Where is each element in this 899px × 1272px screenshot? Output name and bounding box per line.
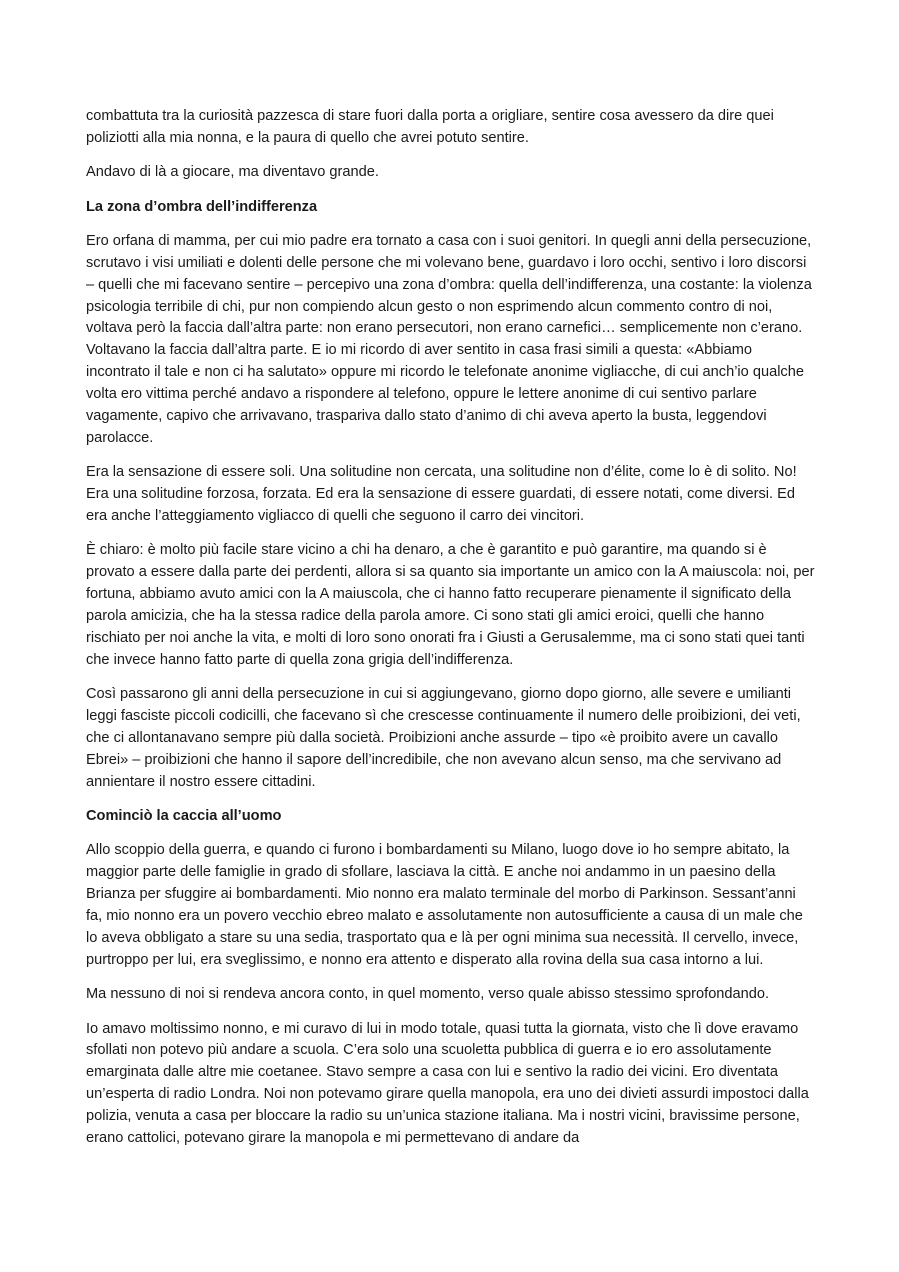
section-heading: La zona d’ombra dell’indifferenza: [86, 198, 318, 215]
section-heading: Cominciò la caccia all’uomo: [86, 808, 282, 825]
paragraph: Io amavo moltissimo nonno, e mi curavo di lui in modo totale, quasi tutta la giornata, visto che lì dove eravamo sfollati non potevo più andare a scuola. C’era solo una scuoletta pubblica di guerra e io ero assolutamente emarginata dalle altre mie coetanee. Stavo sempre a casa con lui e sentivo la radio dei vicini. Ero diventata un’esperta di radio Londra. Noi non potevamo girare quella manopola, era uno dei divieti assurdi impostoci dalla polizia, venuta a casa per bloccare la radio su un’unica stazione italiana. Ma i nostri vicini, bravissime persone, erano cattolici, potevano girare la manopola e mi permettevano di andare da: [86, 1020, 809, 1147]
paragraph: È chiaro: è molto più facile stare vicino a chi ha denaro, a che è garantito e può garantire, ma quando si è provato a essere dalla parte dei perdenti, allora si sa quanto sia importante un amico con la A maiuscola: noi, per fortuna, abbiamo avuto amici con la A maiuscola, che ci hanno fatto recuperare pienamente il significato della parola amicizia, che ha la stessa radice della parola amore. Ci sono stati gli amici eroici, quelli che hanno rischiato per noi anche la vita, e molti di loro sono onorati fra i Giusti a Gerusalemme, ma ci sono stati quei tanti che invece hanno fatto parte di quella zona grigia dell’indifferenza.: [86, 542, 815, 668]
paragraph: Andavo di là a giocare, ma diventavo grande.: [86, 164, 379, 181]
paragraph: Allo scoppio della guerra, e quando ci furono i bombardamenti su Milano, luogo dove io ho sempre abitato, la maggior parte delle famiglie in grado di sfollare, lasciava la città. E anche noi andammo in un paesino della Brianza per sfuggire ai bombardamenti. Mio nonno era malato terminale del morbo di Parkinson. Sessant’anni fa, mio nonno era un povero vecchio ebreo malato e assolutamente non autosufficiente a causa di un male che lo aveva obbligato a stare su una sedia, trasportato qua e là per ogni minima sua necessità. Il cervello, invece, purtroppo per lui, era sveglissimo, e nonno era attento e disperato alla rovina della sua casa intorno a lui.: [86, 842, 803, 968]
paragraph: Ero orfana di mamma, per cui mio padre era tornato a casa con i suoi genitori. In quegli anni della persecuzione, scrutavo i visi umiliati e dolenti delle persone che mi volevano bene, guardavo i loro occhi, sentivo i loro discorsi – quelli che mi facevano sentire – percepivo una zona d’ombra: quella dell’indifferenza, una costante: la violenza psicologia terribile di chi, pur non compiendo alcun gesto o non esprimendo alcun commento contro di noi, voltava però la faccia dall’altra parte: non erano persecutori, non erano carnefici… semplicemente non c’erano. Voltavano la faccia dall’altra parte. E io mi ricordo di aver sentito in casa frasi simili a questa: «Abbiamo incontrato il tale e non ci ha salutato» oppure mi ricordo le telefonate anonime vigliacche, di cui anch’io qualche volta ero vittima perché andavo a rispondere al telefono, oppure le lettere anonime di cui sentivo parlare vagamente, capivo che arrivavano, traspariva dallo stato d’animo di chi aveva aperto la busta, leggendovi parolacce.: [86, 232, 812, 446]
document-page: [86, 106, 816, 1162]
paragraph: Ma nessuno di noi si rendeva ancora conto, in quel momento, verso quale abisso stessimo sprofondando.: [86, 986, 770, 1003]
paragraph: Così passarono gli anni della persecuzione in cui si aggiungevano, giorno dopo giorno, alle severe e umilianti leggi fasciste piccoli codicilli, che facevano sì che crescesse continuamente il numero delle proibizioni, dei veti, che ci allontanavano sempre più dalla società. Proibizioni anche assurde – tipo «è proibito avere un cavallo Ebrei» – proibizioni che hanno il sapore dell’incredibile, che non avevano alcun senso, ma che servivano ad annientare il nostro essere cittadini.: [86, 686, 801, 790]
paragraph: combattuta tra la curiosità pazzesca di stare fuori dalla porta a origliare, sentire cosa avessero da dire quei poliziotti alla mia nonna, e la paura di quello che avrei potuto sentire.: [86, 108, 774, 146]
paragraph: Era la sensazione di essere soli. Una solitudine non cercata, una solitudine non d’élite, come lo è di solito. No! Era una solitudine forzosa, forzata. Ed era la sensazione di essere guardati, di essere notati, come diversi. Ed era anche l’atteggiamento vigliacco di quelli che seguono il carro dei vincitori.: [86, 464, 797, 525]
